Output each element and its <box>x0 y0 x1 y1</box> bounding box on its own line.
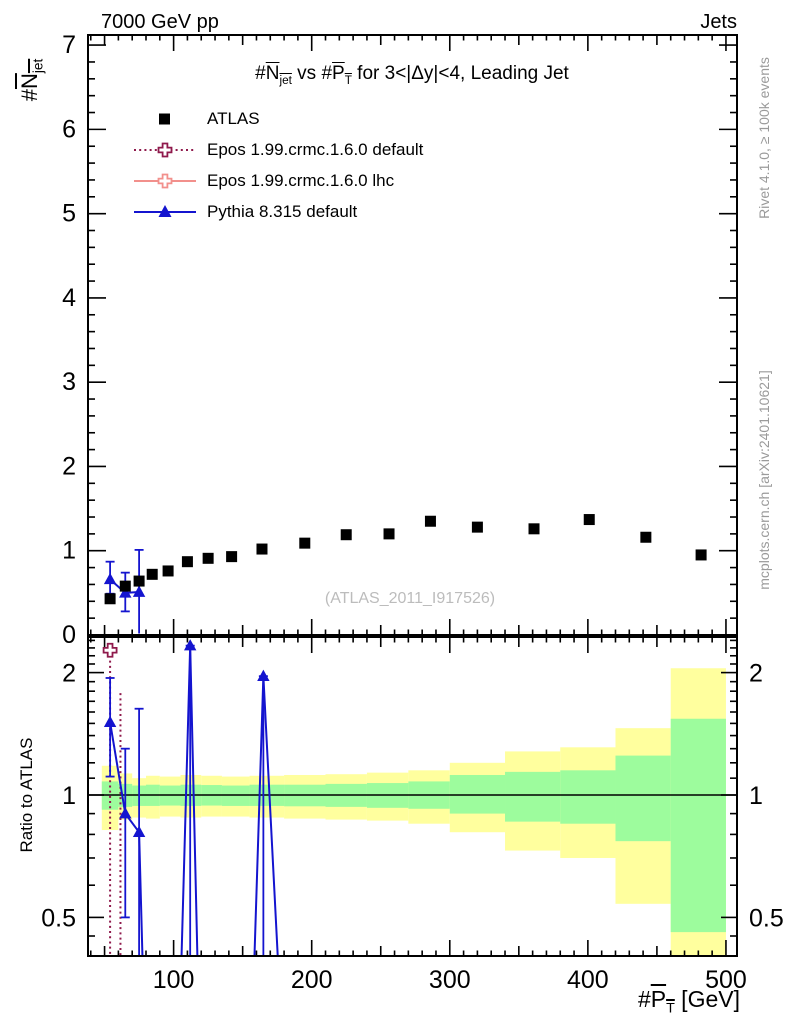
collision-energy-title: 7000 GeV pp <box>101 11 219 33</box>
pythia-triangle-marker <box>104 573 116 584</box>
x-tick-label: 500 <box>705 966 747 994</box>
y-axis-label-main: $\#N_{jet}$ <box>17 58 46 102</box>
atlas-data-point <box>425 516 436 527</box>
legend-square-marker <box>159 113 170 124</box>
atlas-data-point <box>147 569 158 580</box>
epos-cross-marker <box>104 644 117 657</box>
mcplots-arxiv-note: mcplots.cern.ch [arXiv:2401.10621] <box>756 370 772 590</box>
atlas-data-point <box>341 529 352 540</box>
legend-sample-canvas <box>132 170 198 192</box>
x-tick-label: 400 <box>567 966 609 994</box>
y-tick-label-ratio-right: 0.5 <box>749 904 784 933</box>
band-green <box>615 756 670 842</box>
y-tick-label-main: 1 <box>62 536 76 565</box>
band-green <box>671 719 726 932</box>
legend-sample-canvas <box>132 139 198 161</box>
atlas-data-point <box>120 581 131 592</box>
atlas-data-point <box>299 538 310 549</box>
y-tick-label-main: 5 <box>62 199 76 228</box>
atlas-data-point <box>529 523 540 534</box>
legend <box>132 103 423 227</box>
pythia-triangle-marker <box>133 586 145 597</box>
y-tick-label-main: 4 <box>62 283 76 312</box>
legend-item-atlas <box>132 103 423 134</box>
atlas-data-point <box>256 544 267 555</box>
pythia-ratio <box>104 639 292 1024</box>
atlas-data-point <box>584 514 595 525</box>
atlas-data-point <box>182 556 193 567</box>
x-tick-label: 200 <box>290 966 333 994</box>
y-axis-label-ratio: Ratio to ATLAS <box>17 737 36 853</box>
band-green <box>505 772 560 822</box>
pythia-triangle-marker <box>104 716 116 727</box>
x-axis-label: $\#P_T$ [GeV] <box>637 986 740 1017</box>
legend-sample-canvas <box>132 201 198 223</box>
epos-default-marker-sample <box>132 139 198 161</box>
band-green <box>450 775 505 814</box>
epos-lhc-marker-sample <box>132 170 198 192</box>
pythia-marker-sample <box>132 201 198 223</box>
atlas-data-point <box>203 553 214 564</box>
legend-cross-marker <box>159 143 172 156</box>
analysis-watermark: (ATLAS_2011_I917526) <box>324 590 496 607</box>
legend-label: Epos 1.99.crmc.1.6.0 default <box>207 139 424 159</box>
pythia-main <box>104 550 145 634</box>
jets-label: Jets <box>700 11 737 33</box>
atlas-data-point <box>472 522 483 533</box>
legend-item-epos-lhc <box>132 165 423 196</box>
legend-label: Epos 1.99.crmc.1.6.0 lhc <box>207 170 395 190</box>
band-green <box>222 786 250 806</box>
atlas-data-point <box>105 593 116 604</box>
atlas-data-point <box>384 528 395 539</box>
band-green <box>560 770 615 823</box>
y-tick-label-main: 0 <box>62 621 76 649</box>
legend-cross-marker <box>159 174 172 187</box>
legend-label: ATLAS <box>207 108 260 128</box>
legend-item-epos-default <box>132 134 423 165</box>
y-tick-label-main: 6 <box>62 115 76 144</box>
y-tick-label-ratio: 1 <box>62 782 76 810</box>
plot-title: $\#N_{jet}$ vs $\#P_T$ for 3<|Δy|<4, Leading Jet <box>255 63 569 87</box>
atlas-data-point <box>163 565 174 576</box>
y-tick-label-ratio-right: 1 <box>749 782 763 810</box>
y-tick-label-main: 7 <box>62 31 76 60</box>
atlas-data-point <box>640 532 651 543</box>
legend-item-pythia <box>132 196 423 227</box>
atlas-data-point <box>696 549 707 560</box>
x-tick-label: 100 <box>152 966 195 994</box>
y-tick-label-main: 2 <box>62 452 76 481</box>
y-tick-label-ratio: 0.5 <box>41 904 76 933</box>
y-tick-label-ratio-right: 2 <box>749 659 763 688</box>
y-tick-label-ratio: 2 <box>62 659 76 688</box>
rivet-version-note: Rivet 4.1.0, ≥ 100k events <box>756 57 772 219</box>
x-tick-label: 300 <box>428 966 471 994</box>
legend-sample-canvas <box>132 108 198 130</box>
atlas-data-point <box>226 551 237 562</box>
atlas-data-point <box>134 576 145 587</box>
legend-label: Pythia 8.315 default <box>207 201 358 221</box>
y-tick-label-main: 3 <box>62 368 76 397</box>
atlas-marker-sample <box>132 108 198 130</box>
